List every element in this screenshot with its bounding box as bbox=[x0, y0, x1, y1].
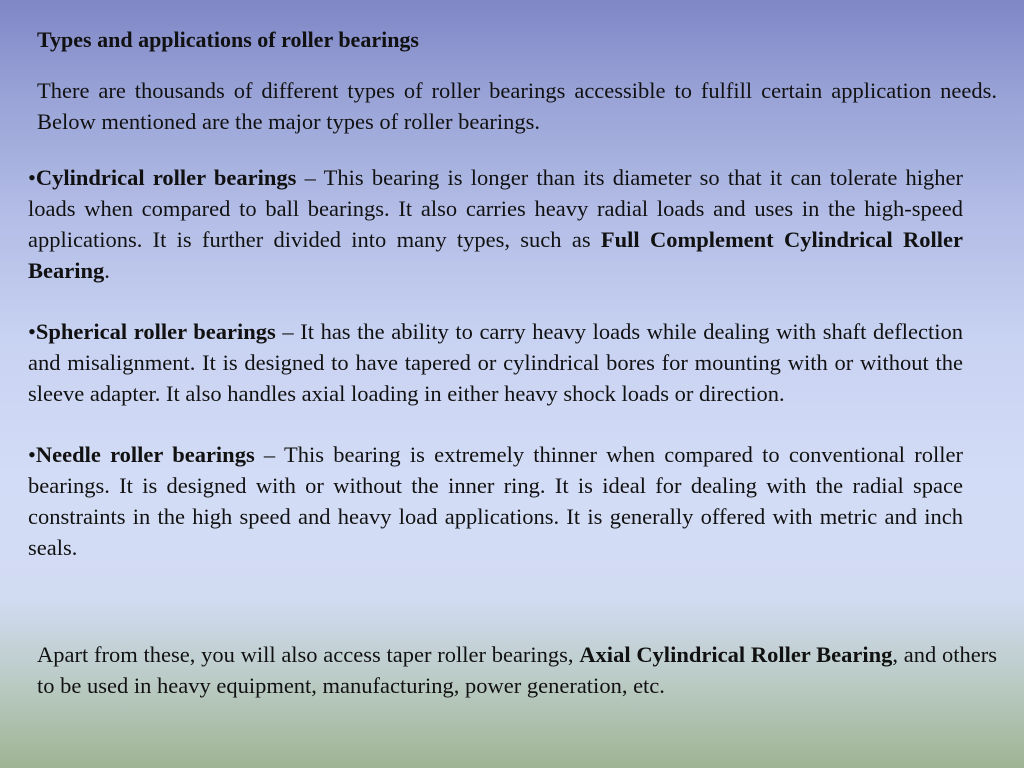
bullet-marker: • bbox=[28, 319, 36, 344]
bullet-dash: – bbox=[254, 442, 284, 467]
bullet-tail: . bbox=[104, 258, 110, 283]
bullet-term: Spherical roller bearings bbox=[35, 319, 276, 344]
bullet-dash: – bbox=[296, 165, 324, 190]
list-item-spherical bbox=[28, 316, 963, 409]
bullet-text: This bearing is extremely thinner when compared to conventional roller bearings. It is designed with or without the inner ring. It is ideal for dealing with the radial space constraints in the high speed and heavy load applications. It is generally offered with metric and inch seals. bbox=[28, 442, 963, 560]
list-item-needle bbox=[28, 439, 963, 563]
bullet-text: It has the ability to carry heavy loads while dealing with shaft deflection and misalignment. It is designed to have tapered or cylindrical bores for mounting with or without the sleeve adapter. It also handles axial loading in either heavy shock loads or direction. bbox=[28, 319, 963, 406]
bullet-term: Cylindrical roller bearings bbox=[35, 165, 297, 190]
outro-paragraph bbox=[37, 639, 997, 701]
bullet-emphasis: Full Complement Cylindrical Roller Bearing bbox=[28, 227, 964, 283]
intro-paragraph: There are thousands of different types of roller bearings accessible to fulfill certain application needs. Below mentioned are the major types of roller bearings. bbox=[37, 78, 997, 134]
bullet-dash: – bbox=[275, 319, 301, 344]
bullet-marker: • bbox=[28, 165, 36, 190]
bullet-text: This bearing is longer than its diameter so that it can tolerate higher loads when compared to ball bearings. It also carries heavy radial loads and uses in the high-speed applications. It is further divided into many types, such as bbox=[28, 165, 963, 252]
outro-emphasis: Axial Cylindrical Roller Bearing bbox=[579, 642, 893, 667]
bearing-types-list bbox=[28, 162, 963, 593]
bullet-marker: • bbox=[28, 442, 36, 467]
outro-tail: , and others to be used in heavy equipment, manufacturing, power generation, etc. bbox=[37, 642, 997, 698]
bullet-term: Needle roller bearings bbox=[35, 442, 255, 467]
outro-lead: Apart from these, you will also access taper roller bearings, bbox=[37, 642, 580, 667]
list-item-cylindrical bbox=[28, 162, 963, 286]
slide-heading: Types and applications of roller bearings bbox=[37, 27, 419, 52]
